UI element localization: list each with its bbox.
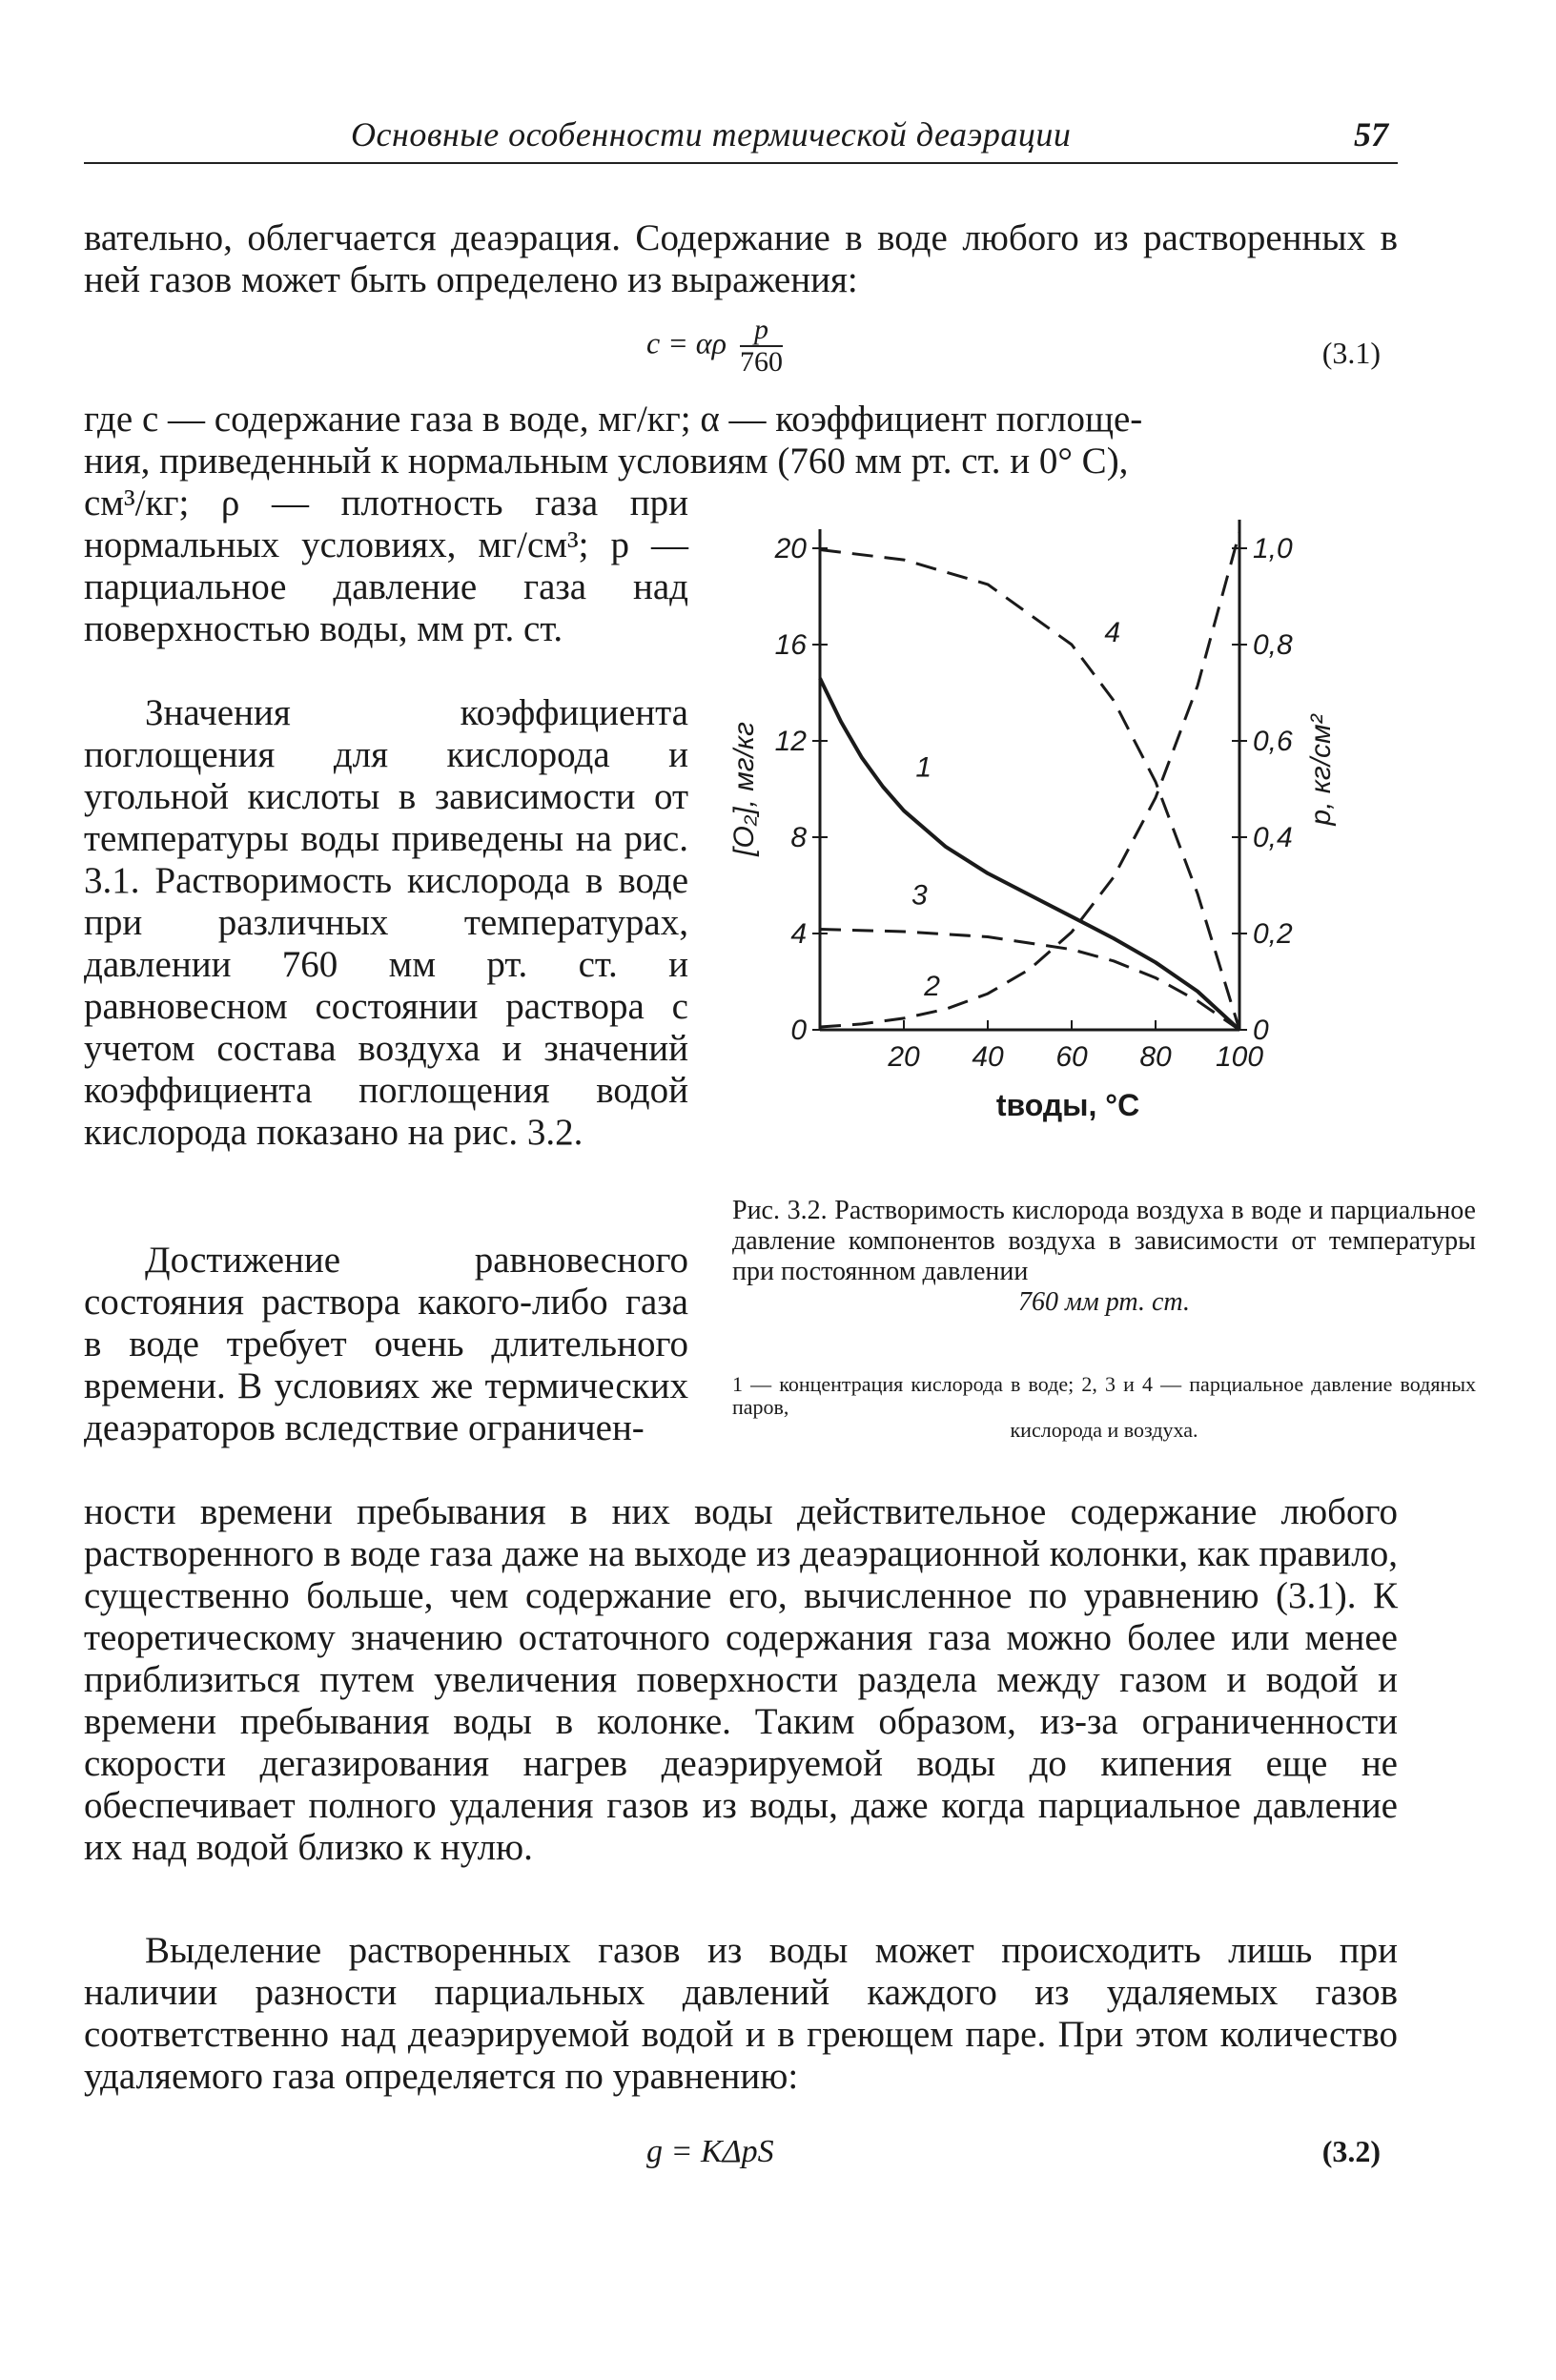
y-tick-label: 12 [774,726,807,757]
x-tick-label: 80 [1139,1041,1172,1073]
x-axis-title: tводы, °C [995,1088,1140,1122]
y-tick-label: 0 [790,1015,807,1046]
y2-tick-label: 0,6 [1253,726,1293,757]
series-4-label: 4 [1104,617,1121,649]
x-tick-label: 40 [972,1041,1004,1073]
paragraph-2 [84,399,1398,482]
series-1-line [820,678,1239,1030]
y-tick-label: 16 [774,629,807,661]
paragraph-4-wide: ности времени пребывания в них воды действительное содержание любого растворенного в воде газа даже на выходе из деаэрационной колонки, как правило, существенно больше, чем содержание его, вычисленное по уравнению (3.1). К теоретическому значению остаточного содержания газа можно более или менее приблизиться путем увеличения поверхности раздела между газом и водой и времени пребывания воды в колонке. Таким образом, из-за ограниченности скорости дегазирования нагрев деаэрируемой воды до кипения еще не обеспечивает полного удаления газов из воды, даже когда парциальное давление их над водой близко к нулю. [84,1491,1398,1868]
series-2-label: 2 [924,971,940,1003]
equation-3-1-denominator: 760 [739,346,783,378]
figure-legend [732,1373,1476,1442]
chart-axes [812,520,1247,1030]
paragraph-2-continued: см³/кг; ρ — плотность газа при нормальных условиях, мг/см³; p — парциальное давление газа над поверхностью воды, мм рт. ст. [84,482,688,649]
equation-3-1-left: c = αρ [646,325,727,360]
y2-tick-label: 0,4 [1253,822,1293,853]
equation-3-1 [646,315,783,378]
series-1-label: 1 [915,751,932,784]
equation-3-2-label: (3.2) [1321,2134,1381,2168]
y-tick-label: 8 [790,822,807,853]
series-3-line [820,930,1239,1031]
figure-caption-main: Рис. 3.2. Растворимость кислорода воздуха в воде и парциальное давление компонентов воздуха в зависимости от температуры при постоянном давлении [732,1196,1476,1286]
y2-tick-label: 0,8 [1253,629,1293,661]
paragraph-1: вательно, облегчается деаэрация. Содержание в воде любого из растворенных в ней газов может быть определено из выражения: [84,217,1398,300]
figure-caption [732,1196,1476,1318]
y2-tick-label: 0,2 [1253,918,1293,950]
y-tick-label: 4 [790,918,807,950]
paragraph-4-narrow: Достижение равновесного состояния раствора какого-либо газа в воде требует очень длительного времени. В условиях же термических деаэраторов вследствие ограничен- [84,1240,688,1448]
figure-legend-tail: кислорода и воздуха. [1010,1418,1198,1442]
series-4-line [820,550,1239,1031]
page-header [84,105,1398,164]
page-number: 57 [1354,115,1388,154]
figure-caption-tail: 760 мм рт. ст. [1018,1287,1190,1317]
chart-series [820,532,1239,1030]
y-axis-title: [O₂], мг/кг [728,722,760,856]
y2-tick-label: 1,0 [1253,533,1293,564]
x-tick-label: 60 [1055,1041,1088,1073]
series-2-line [820,532,1239,1027]
book-page [84,0,1476,2380]
y2-axis-title: p, кг/см² [1305,714,1337,826]
equation-3-2: g = KΔpS [646,2134,774,2169]
figure-legend-main: 1 — концентрация кислорода в воде; 2, 3 и 4 — парциальное давление водяных паров, [732,1372,1476,1419]
paragraph-2-line-1: где c — содержание газа в воде, мг/кг; α — коэффициент поглоще- [84,399,1143,440]
equation-3-1-label: (3.1) [1321,336,1381,370]
series-3-label: 3 [911,879,928,912]
x-tick-label: 20 [888,1041,920,1073]
y2-tick-label: 0 [1253,1015,1269,1046]
paragraph-3: Значения коэффициента поглощения для кислорода и угольной кислоты в зависимости от температуры воды приведены на рис. 3.1. Растворимость кислорода в воде при различных температурах, давлении 760 мм рт. ст. и равновесном состоянии раствора с учетом состава воздуха и значений коэффициента поглощения водой кислорода показано на рис. 3.2. [84,692,688,1153]
equation-3-1-numerator: p [740,315,783,347]
paragraph-2-line-2: ния, приведенный к нормальным условиям (760 мм рт. ст. и 0° С), [84,441,1129,482]
equation-3-1-fraction [740,315,783,378]
figure-3-2-chart [706,505,1449,1173]
running-title: Основные особенности термической деаэрации [351,115,1072,154]
paragraph-5: Выделение растворенных газов из воды может происходить лишь при наличии разности парциальных давлений каждого из удаляемых газов соответственно над деаэрируемой водой и в греющем паре. При этом количество удаляемого газа определяется по уравнению: [84,1930,1398,2097]
y-tick-label: 20 [774,533,807,564]
x-tick-label: 100 [1215,1041,1264,1073]
